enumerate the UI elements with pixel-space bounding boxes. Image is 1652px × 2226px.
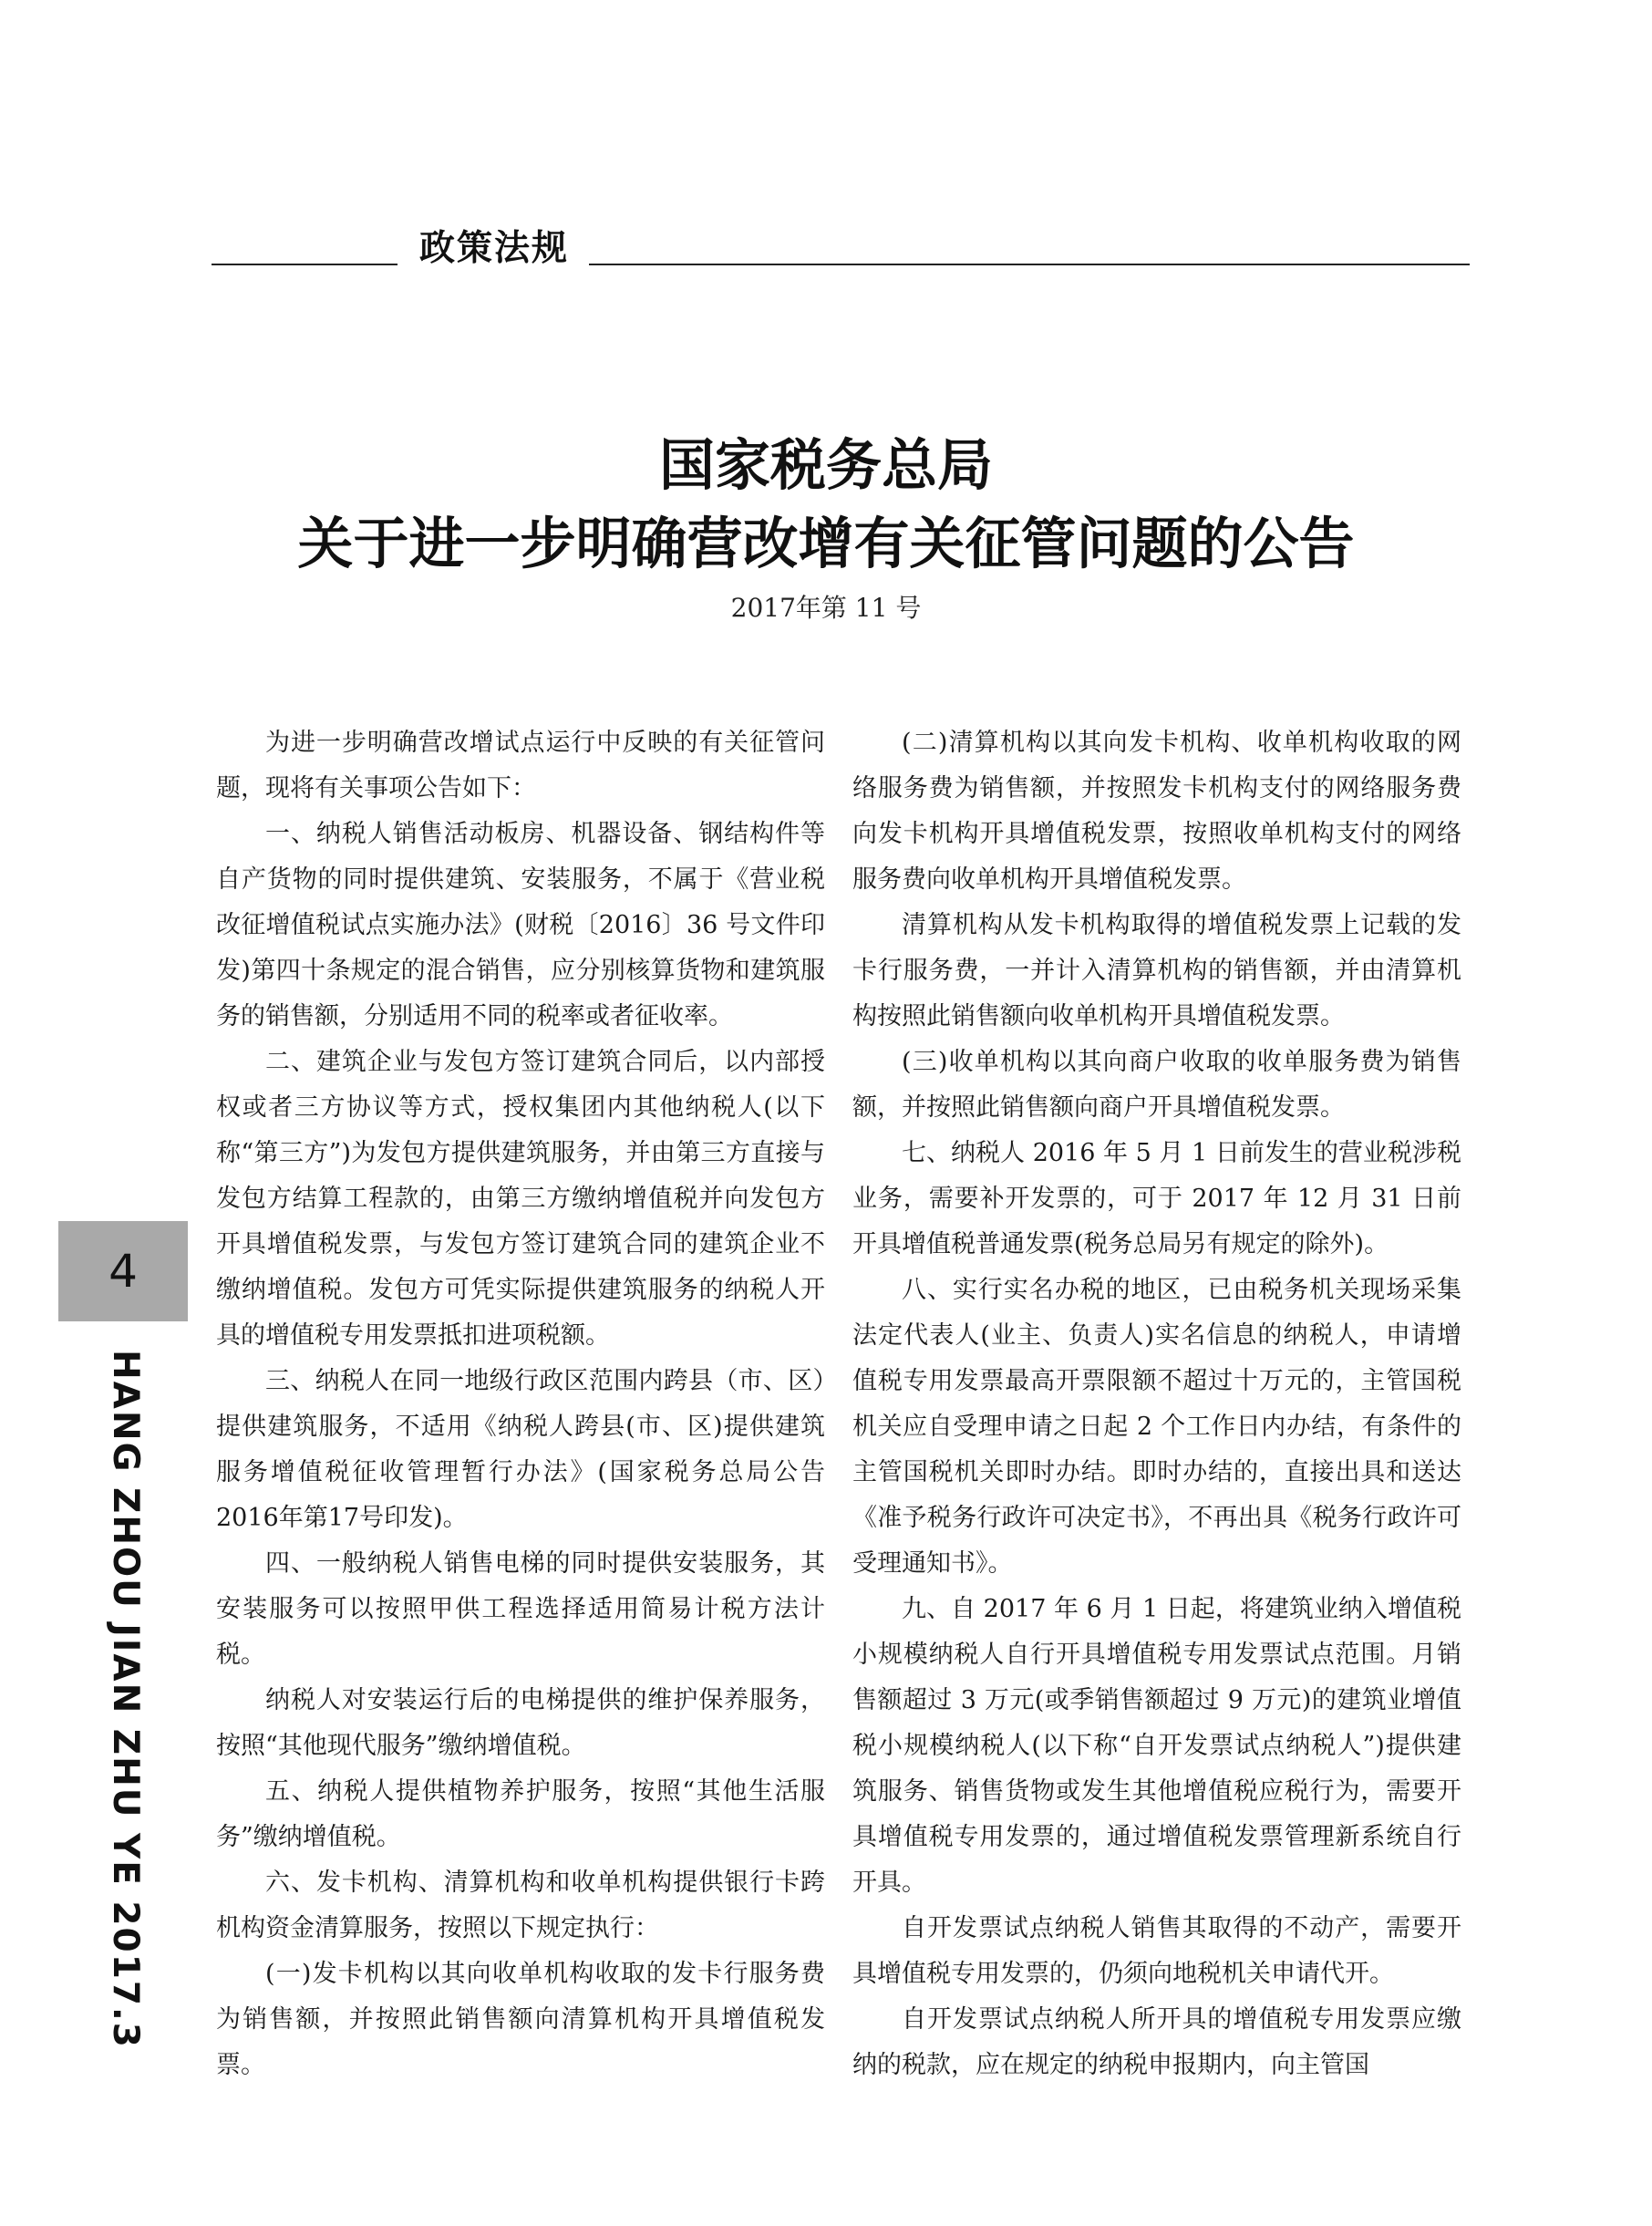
paragraph: 为进一步明确营改增试点运行中反映的有关征管问题，现将有关事项公告如下： <box>216 729 825 802</box>
right-column <box>852 720 1461 2088</box>
section-header <box>212 216 1470 271</box>
header-rule-left <box>212 264 398 265</box>
left-column <box>216 720 825 2088</box>
paragraph: 二、建筑企业与发包方签订建筑合同后，以内部授权或者三方协议等方式，授权集团内其他纳税人(以下称“第三方”)为发包方提供建筑服务，并由第三方直接与发包方结算工程款的，由第三方缴纳增值税并向发包方开具增值税发票，与发包方签订建筑合同的建筑企业不缴纳增值税。发包方可凭实际提供建筑服务的纳税人开具的增值税专用发票抵扣进项税额。 <box>216 1048 825 1350</box>
paragraph: 三、纳税人在同一地级行政区范围内跨县（市、区）提供建筑服务，不适用《纳税人跨县(市、区)提供建筑服务增值税征收管理暂行办法》(国家税务总局公告 2016年第17号印发)。 <box>216 1367 825 1532</box>
paragraph: 自开发票试点纳税人所开具的增值税专用发票应缴纳的税款，应在规定的纳税申报期内，向主管国 <box>852 2005 1461 2079</box>
journal-side-label: HANG ZHOU JIAN ZHU YE 2017.3 <box>105 1350 146 2049</box>
paragraph: 六、发卡机构、清算机构和收单机构提供银行卡跨机构资金清算服务，按照以下规定执行： <box>216 1869 825 1942</box>
header-rule-right <box>589 264 1470 265</box>
issue-number: 2017年第 11 号 <box>730 593 922 623</box>
paragraph: 清算机构从发卡机构取得的增值税发票上记载的发卡行服务费，一并计入清算机构的销售额，并由清算机构按照此销售额向收单机构开具增值税发票。 <box>852 911 1461 1030</box>
paragraph: (三)收单机构以其向商户收取的收单服务费为销售额，并按照此销售额向商户开具增值税发票。 <box>852 1048 1461 1122</box>
paragraph: 五、纳税人提供植物养护服务，按照“其他生活服务”缴纳增值税。 <box>216 1777 825 1851</box>
paragraph: 八、实行实名办税的地区，已由税务机关现场采集法定代表人(业主、负责人)实名信息的纳税人，申请增值税专用发票最高开票限额不超过十万元的，主管国税机关应自受理申请之日起 2 个工作日内办结，有条件的主管国税机关即时办结。即时办结的，直接出具和送达《准予税务行政许可决定书》，不再出具《税务行政许可受理通知书》。 <box>852 1276 1461 1578</box>
page-number-tab: 4 <box>58 1221 188 1321</box>
article-title <box>0 427 1652 584</box>
title-line-1: 国家税务总局 <box>658 433 993 498</box>
paragraph: 纳税人对安装运行后的电梯提供的维护保养服务，按照“其他现代服务”缴纳增值税。 <box>216 1686 825 1760</box>
paragraph: (二)清算机构以其向发卡机构、收单机构收取的网络服务费为销售额，并按照发卡机构支付的网络服务费向发卡机构开具增值税发票，按照收单机构支付的网络服务费向收单机构开具增值税发票。 <box>852 729 1461 894</box>
paragraph: (一)发卡机构以其向收单机构收取的发卡行服务费为销售额，并按照此销售额向清算机构开具增值税发票。 <box>216 1960 825 2079</box>
section-label: 政策法规 <box>418 228 569 269</box>
paragraph: 自开发票试点纳税人销售其取得的不动产，需要开具增值税专用发票的，仍须向地税机关申请代开。 <box>852 1914 1461 1988</box>
paragraph: 九、自 2017 年 6 月 1 日起，将建筑业纳入增值税小规模纳税人自行开具增值税专用发票试点范围。月销售额超过 3 万元(或季销售额超过 9 万元)的建筑业增值税小规模纳税人(以下称“自开发票试点纳税人”)提供建筑服务、销售货物或发生其他增值税应税行为，需要开具增值税专用发票的，通过增值税发票管理新系统自行开具。 <box>852 1595 1461 1897</box>
paragraph: 四、一般纳税人销售电梯的同时提供安装服务，其安装服务可以按照甲供工程选择适用简易计税方法计税。 <box>216 1549 825 1669</box>
paragraph: 七、纳税人 2016 年 5 月 1 日前发生的营业税涉税业务，需要补开发票的，可于 2017 年 12 月 31 日前开具增值税普通发票(税务总局另有规定的除外)。 <box>852 1139 1461 1258</box>
paragraph: 一、纳税人销售活动板房、机器设备、钢结构件等自产货物的同时提供建筑、安装服务，不属于《营业税改征增值税试点实施办法》(财税〔2016〕36 号文件印发)第四十条规定的混合销售，应分别核算货物和建筑服务的销售额，分别适用不同的税率或者征收率。 <box>216 820 825 1030</box>
title-line-2: 关于进一步明确营改增有关征管问题的公告 <box>297 512 1355 576</box>
